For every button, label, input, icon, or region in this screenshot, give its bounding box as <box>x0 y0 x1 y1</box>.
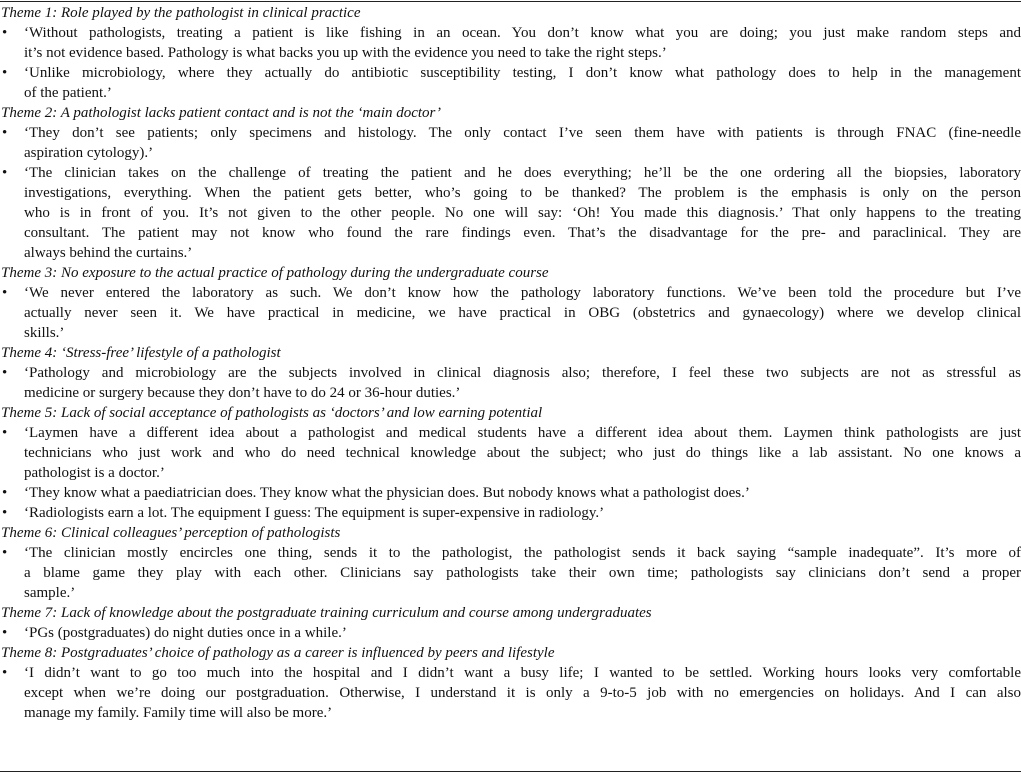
quote-line: ‘We never entered the laboratory as such. We don’t know how the pathology laboratory functions. We’ve been told the procedure but I’ve <box>24 285 1021 301</box>
theme-title: Theme 8: Postgraduates’ choice of pathology as a career is influenced by peers and lifestyle <box>1 645 555 661</box>
quote-line: skills.’ <box>24 325 65 341</box>
quote-line: ‘I didn’t want to go too much into the hospital and I didn’t want a busy life; I wanted to be settled. Working hours looks very comfortable <box>24 665 1021 681</box>
theme-title: Theme 4: ‘Stress-free’ lifestyle of a pathologist <box>1 345 281 361</box>
bullet-marker: • <box>2 505 8 521</box>
quote-line: a blame game they play with each other. Clinicians say pathologists take their own time; pathologists say clinicians don’t send a proper <box>24 565 1021 581</box>
quote-line: pathologist is a doctor.’ <box>24 465 165 481</box>
bullet-marker: • <box>2 125 8 141</box>
quote-line: technicians who just work and who do need technical knowledge about the subject; who just do things like a lab assistant. No one knows a <box>24 445 1021 461</box>
quote-line: ‘They don’t see patients; only specimens and histology. The only contact I’ve seen them have with patients is through FNAC (fine-needle <box>24 125 1021 141</box>
quote-line: ‘Radiologists earn a lot. The equipment I guess: The equipment is super-expensive in radiology.’ <box>24 505 605 521</box>
quote-item <box>0 163 1021 263</box>
quote-line: aspiration cytology).’ <box>24 145 154 161</box>
bullet-marker: • <box>2 665 8 681</box>
theme-title: Theme 6: Clinical colleagues’ perception of pathologists <box>1 525 341 541</box>
quote-line: actually never seen it. We have practical in medicine, we have practical in OBG (obstetrics and gynaecology) where we develop clinical <box>24 305 1021 321</box>
quote-item <box>0 503 1021 523</box>
theme-title: Theme 5: Lack of social acceptance of pathologists as ‘doctors’ and low earning potential <box>1 405 543 421</box>
quote-item <box>0 23 1021 63</box>
theme-title: Theme 3: No exposure to the actual practice of pathology during the undergraduate course <box>1 265 549 281</box>
theme-title: Theme 1: Role played by the pathologist in clinical practice <box>1 5 361 21</box>
quote-line: medicine or surgery because they don’t have to do 24 or 36-hour duties.’ <box>24 385 461 401</box>
quote-line: ‘They know what a paediatrician does. They know what the physician does. But nobody knows what a pathologist does.’ <box>24 485 750 501</box>
quote-line: manage my family. Family time will also be more.’ <box>24 705 333 721</box>
bullet-marker: • <box>2 285 8 301</box>
quote-item <box>0 423 1021 483</box>
quote-line: consultant. The patient may not know who found the rare findings even. That’s the disadvantage for the pre- and paraclinical. They are <box>24 225 1021 241</box>
bullet-marker: • <box>2 165 8 181</box>
theme-title: Theme 2: A pathologist lacks patient contact and is not the ‘main doctor’ <box>1 105 441 121</box>
quote-item <box>0 483 1021 503</box>
quote-item <box>0 283 1021 343</box>
table-bottom-rule <box>0 771 1021 772</box>
quote-line: investigations, everything. When the patient gets better, who’s going to be thanked? The problem is the emphasis is only on the person <box>24 185 1021 201</box>
quote-item <box>0 543 1021 603</box>
theme-title: Theme 7: Lack of knowledge about the postgraduate training curriculum and course among undergraduates <box>1 605 652 621</box>
bullet-marker: • <box>2 625 8 641</box>
quote-item <box>0 623 1021 643</box>
quote-line: who is in front of you. It’s not given to the other people. No one will say: ‘Oh! You made this diagnosis.’ That only happens to the treating <box>24 205 1021 221</box>
bullet-marker: • <box>2 365 8 381</box>
table-top-rule <box>0 1 1021 2</box>
bullet-marker: • <box>2 425 8 441</box>
bullet-marker: • <box>2 485 8 501</box>
quote-line: ‘Pathology and microbiology are the subjects involved in clinical diagnosis also; therefore, I feel these two subjects are not as stressful as <box>24 365 1021 381</box>
quote-line: it’s not evidence based. Pathology is what backs you up with the evidence you need to take the right steps.’ <box>24 45 667 61</box>
bullet-marker: • <box>2 65 8 81</box>
quote-line: ‘Laymen have a different idea about a pathologist and medical students have a different idea about them. Laymen think pathologists are just <box>24 425 1021 441</box>
themes-table <box>0 3 1021 723</box>
quote-item <box>0 663 1021 723</box>
quote-line: sample.’ <box>24 585 76 601</box>
quote-line: of the patient.’ <box>24 85 112 101</box>
quote-item <box>0 63 1021 103</box>
quote-line: ‘The clinician takes on the challenge of treating the patient and he does everything; he’ll be the one ordering all the biopsies, laboratory <box>24 165 1021 181</box>
quote-line: ‘The clinician mostly encircles one thing, sends it to the pathologist, the pathologist sends it back saying “sample inadequate”. It’s more of <box>24 545 1021 561</box>
quote-item <box>0 123 1021 163</box>
quote-line: ‘Unlike microbiology, where they actually do antibiotic susceptibility testing, I don’t know what pathology does to help in the management <box>24 65 1021 81</box>
quote-line: ‘Without pathologists, treating a patient is like fishing in an ocean. You don’t know what you are doing; you just make random steps and <box>24 25 1021 41</box>
quote-line: always behind the curtains.’ <box>24 245 193 261</box>
bullet-marker: • <box>2 25 8 41</box>
quote-item <box>0 363 1021 403</box>
quote-line: ‘PGs (postgraduates) do night duties once in a while.’ <box>24 625 347 641</box>
bullet-marker: • <box>2 545 8 561</box>
quote-line: except when we’re doing our postgraduation. Otherwise, I understand it is only a 9-to-5 job with no emergencies on holidays. And I can also <box>24 685 1021 701</box>
